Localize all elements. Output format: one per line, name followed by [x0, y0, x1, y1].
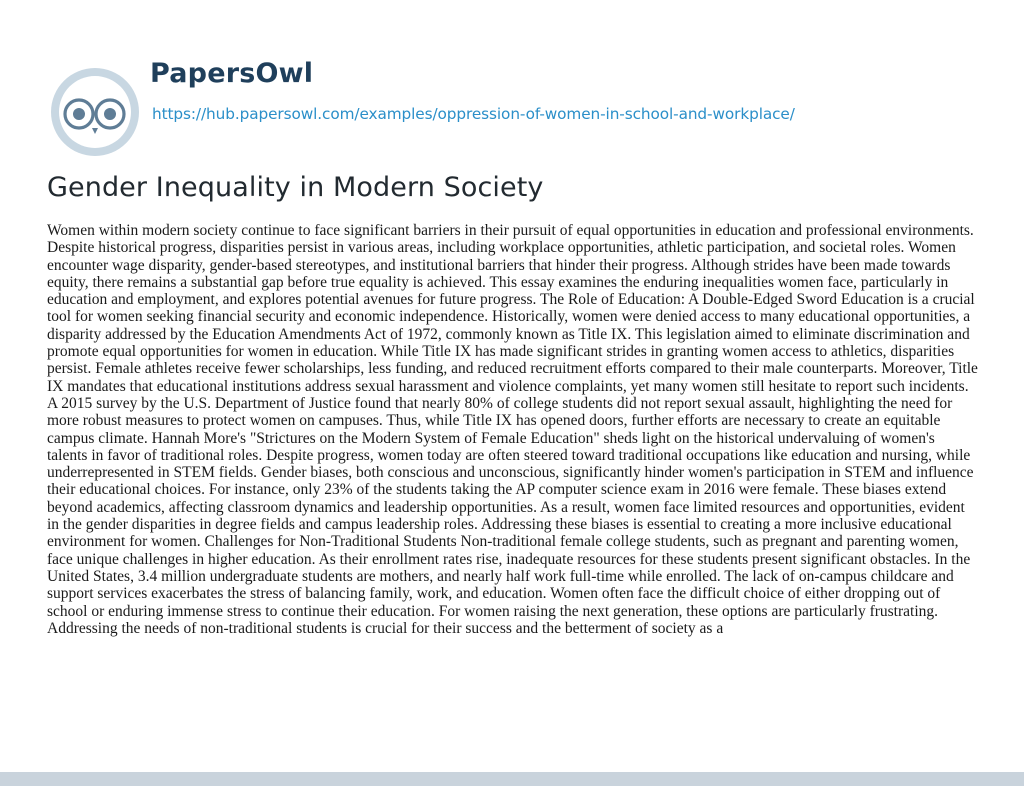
source-url-link[interactable]: https://hub.papersowl.com/examples/oppression-of-women-in-school-and-workplace/	[152, 105, 795, 123]
owl-logo-icon	[47, 64, 143, 160]
site-header	[47, 58, 987, 144]
article-body: Women within modern society continue to face significant barriers in their pursuit of equal opportunities in education and professional environments. Despite historical progress, disparities persist in various areas, including workplace opportunities, athletic participation, and societal roles. Women encounter wage disparity, gender-based stereotypes, and institutional barriers that hinder their progress. Although strides have been made towards equity, there remains a substantial gap before true equality is achieved. This essay examines the enduring inequalities women face, particularly in education and employment, and explores potential avenues for future progress. The Role of Education: A Double-Edged Sword Education is a crucial tool for women seeking financial security and economic independence. Historically, women were denied access to many educational opportunities, a disparity addressed by the Education Amendments Act of 1972, commonly known as Title IX. This legislation aimed to eliminate discrimination and promote equal opportunities for women in education. While Title IX has made significant strides in granting women access to athletics, disparities persist. Female athletes receive fewer scholarships, less funding, and reduced recruitment efforts compared to their male counterparts. Moreover, Title IX mandates that educational institutions address sexual harassment and violence complaints, yet many women still hesitate to report such incidents. A 2015 survey by the U.S. Department of Justice found that nearly 80% of college students did not report sexual assault, highlighting the need for more robust measures to protect women on campuses. Thus, while Title IX has opened doors, further efforts are necessary to create an equitable campus climate. Hannah More's "Strictures on the Modern System of Female Education" sheds light on the historical undervaluing of women's talents in favor of traditional roles. Despite progress, women today are often steered toward traditional occupations like education and nursing, while underrepresented in STEM fields. Gender biases, both conscious and unconscious, significantly hinder women's participation in STEM and influence their educational choices. For instance, only 23% of the students taking the AP computer science exam in 2016 were female. These biases extend beyond academics, affecting classroom dynamics and leadership opportunities. As a result, women face limited resources and opportunities, evident in the gender disparities in degree fields and campus leadership roles. Addressing these biases is essential to creating a more inclusive educational environment for women. Challenges for Non-Traditional Students Non-traditional female college students, such as pregnant and parenting women, face unique challenges in higher education. As their enrollment rates rise, inadequate resources for these students present significant obstacles. In the United States, 3.4 million undergraduate students are mothers, and nearly half work full-time while enrolled. The lack of on-campus childcare and support services exacerbates the stress of balancing family, work, and education. Women often face the difficult choice of either dropping out of school or enduring immense stress to continue their education. For women raising the next generation, these options are particularly frustrating. Addressing the needs of non-traditional students is crucial for their success and the betterment of society as a	[47, 222, 978, 637]
page-title: Gender Inequality in Modern Society	[47, 172, 544, 203]
brand-name[interactable]: PapersOwl	[150, 58, 314, 89]
